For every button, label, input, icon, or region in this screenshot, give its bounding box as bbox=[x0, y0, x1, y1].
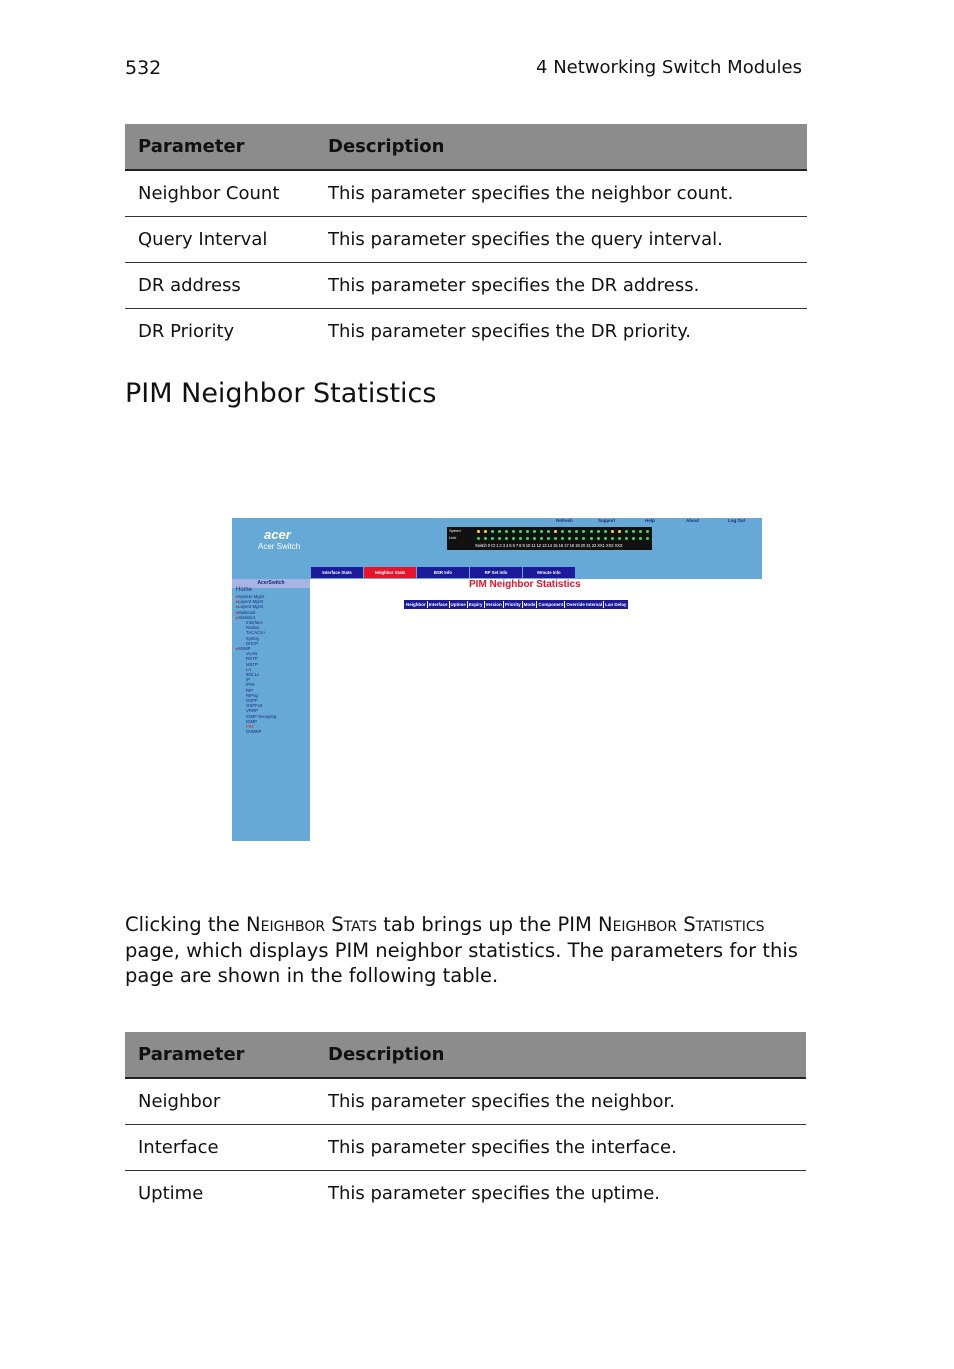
body-neighbor-stats-ref: Neighbor Stats bbox=[246, 913, 378, 936]
body-text-1: Clicking the bbox=[125, 913, 247, 936]
table-header-row bbox=[125, 124, 807, 170]
page-number: 532 bbox=[125, 57, 162, 79]
nav-item[interactable]: DVMRP bbox=[246, 729, 262, 735]
sidebar-header: AcerSwitch bbox=[232, 579, 310, 588]
tab-interface-stats[interactable]: Interface Stats bbox=[311, 567, 363, 578]
nav-tree bbox=[236, 587, 276, 734]
nav-item[interactable]: OSPFv3 bbox=[246, 703, 263, 709]
column-header: Parameter bbox=[125, 1032, 315, 1078]
description-cell: This parameter specifies the interface. bbox=[315, 1124, 806, 1170]
column-header: Override Interval bbox=[566, 602, 603, 607]
nav-item[interactable]: VRRP bbox=[246, 708, 258, 714]
nav-item[interactable]: DHCP bbox=[246, 640, 259, 646]
table-row bbox=[125, 262, 807, 308]
column-header: Priority bbox=[504, 602, 521, 607]
parameter-table-bottom bbox=[125, 1032, 806, 1216]
description-cell: This parameter specifies the neighbor count. bbox=[315, 170, 807, 216]
logo-subtitle: Acer Switch bbox=[258, 542, 301, 551]
nav-item[interactable]: Radius bbox=[246, 625, 260, 631]
body-text-2: tab brings up the PIM bbox=[377, 913, 598, 936]
nav-item[interactable]: ▸Layer2 Mgmt bbox=[236, 599, 264, 605]
statistics-column-headers bbox=[404, 600, 628, 609]
parameter-cell: DR address bbox=[125, 262, 315, 308]
nav-item[interactable]: RSTP bbox=[246, 656, 258, 662]
nav-item[interactable]: MSTP bbox=[246, 661, 258, 667]
table-row bbox=[125, 1124, 806, 1170]
table-header-row bbox=[125, 1032, 806, 1078]
parameter-cell: Interface bbox=[125, 1124, 315, 1170]
column-header: Version bbox=[485, 602, 502, 607]
nav-item[interactable]: ▸SNMP bbox=[236, 646, 251, 652]
section-heading: PIM Neighbor Statistics bbox=[125, 378, 437, 409]
parameter-table-top bbox=[125, 124, 807, 354]
nav-item[interactable]: Syslog bbox=[246, 635, 259, 641]
parameter-cell: Neighbor Count bbox=[125, 170, 315, 216]
nav-item[interactable]: OSPF bbox=[246, 698, 258, 704]
tab-bsr-info[interactable]: BSR Info bbox=[417, 567, 469, 578]
column-header: Description bbox=[315, 1032, 806, 1078]
description-cell: This parameter specifies the DR priority. bbox=[328, 320, 691, 342]
column-header: Neighbor bbox=[406, 602, 426, 607]
running-head: 4 Networking Switch Modules bbox=[536, 57, 802, 78]
nav-item[interactable]: Interface bbox=[246, 620, 263, 626]
nav-item[interactable]: 802.1x bbox=[246, 672, 259, 678]
nav-item[interactable]: LA bbox=[246, 666, 252, 672]
column-header: Uptime bbox=[450, 602, 466, 607]
table-row bbox=[125, 308, 807, 354]
column-header: Lan Delay bbox=[605, 602, 627, 607]
parameter-cell: Uptime bbox=[138, 1182, 204, 1204]
description-cell: This parameter specifies the uptime. bbox=[328, 1182, 661, 1204]
table-row bbox=[125, 170, 807, 216]
table-row bbox=[125, 1078, 806, 1124]
parameter-cell: Query Interval bbox=[125, 216, 315, 262]
body-neighbor-statistics-ref: Neighbor Statistics bbox=[598, 913, 765, 936]
web-ui-screenshot bbox=[232, 518, 762, 841]
nav-item[interactable]: IP bbox=[246, 677, 251, 683]
parameter-cell: DR Priority bbox=[138, 320, 235, 342]
parameter-cell: Neighbor bbox=[125, 1078, 315, 1124]
tab-rp-set-info[interactable]: RP Set Info bbox=[470, 567, 522, 578]
nav-item[interactable]: RIPng bbox=[246, 692, 258, 698]
column-header: Interface bbox=[428, 602, 448, 607]
nav-item[interactable]: ▸System Mgmt bbox=[236, 594, 265, 599]
body-paragraph bbox=[125, 912, 805, 989]
column-header: Mode bbox=[523, 602, 536, 607]
about-link[interactable]: About bbox=[686, 518, 699, 523]
screen-title: PIM Neighbor Statistics bbox=[469, 579, 581, 590]
nav-item[interactable]: VLAN bbox=[246, 651, 258, 657]
nav-item[interactable]: IGMP bbox=[246, 718, 257, 724]
link-leds bbox=[477, 537, 649, 542]
support-link[interactable]: Support bbox=[598, 518, 616, 523]
description-cell: This parameter specifies the DR address. bbox=[315, 262, 807, 308]
nav-item[interactable]: RIP bbox=[246, 687, 254, 693]
body-text-3: page, which displays PIM neighbor statistics. The parameters for this page are shown in the following table. bbox=[125, 938, 798, 987]
speed-label: Speed bbox=[449, 528, 461, 533]
tab-bar bbox=[311, 567, 576, 578]
nav-item[interactable]: ▸Multicast bbox=[236, 609, 256, 615]
nav-item[interactable]: IPv6 bbox=[246, 682, 255, 688]
link-label: Link bbox=[449, 535, 457, 540]
table-row bbox=[125, 216, 807, 262]
nav-sidebar bbox=[232, 579, 310, 841]
port-numbers: Switch 0 Ct 1 2 3 4 5 6 7 8 9 10 11 12 13 14 15 16 17 18 19 20 21 22 XX1 XX2 XX3 bbox=[475, 543, 623, 548]
nav-item[interactable]: PIM bbox=[246, 724, 254, 730]
tab-neighbor-stats[interactable]: Neighbor Stats bbox=[364, 567, 416, 578]
nav-item[interactable]: ▸Statistics bbox=[236, 614, 256, 620]
help-link[interactable]: Help bbox=[645, 518, 655, 523]
nav-item[interactable]: IGMP Snooping bbox=[246, 713, 277, 719]
acer-logo: acer bbox=[264, 527, 291, 542]
port-status-panel bbox=[447, 527, 652, 550]
description-cell: This parameter specifies the neighbor. bbox=[315, 1078, 806, 1124]
speed-leds bbox=[477, 530, 649, 535]
column-header: Parameter bbox=[125, 124, 315, 170]
column-header: Expiry bbox=[468, 602, 483, 607]
tab-mroute-info[interactable]: Mroute Info bbox=[523, 567, 575, 578]
description-cell: This parameter specifies the query interval. bbox=[315, 216, 807, 262]
column-header: Component bbox=[538, 602, 564, 607]
table-row bbox=[125, 1170, 806, 1216]
nav-item[interactable]: Home bbox=[236, 587, 253, 593]
logout-link[interactable]: Log Out bbox=[728, 518, 746, 523]
refresh-link[interactable]: Refresh bbox=[556, 518, 573, 523]
nav-item[interactable]: TACACS+ bbox=[246, 630, 266, 636]
nav-item[interactable]: ▸Layer3 Mgmt bbox=[236, 604, 264, 610]
column-header: Description bbox=[315, 124, 807, 170]
